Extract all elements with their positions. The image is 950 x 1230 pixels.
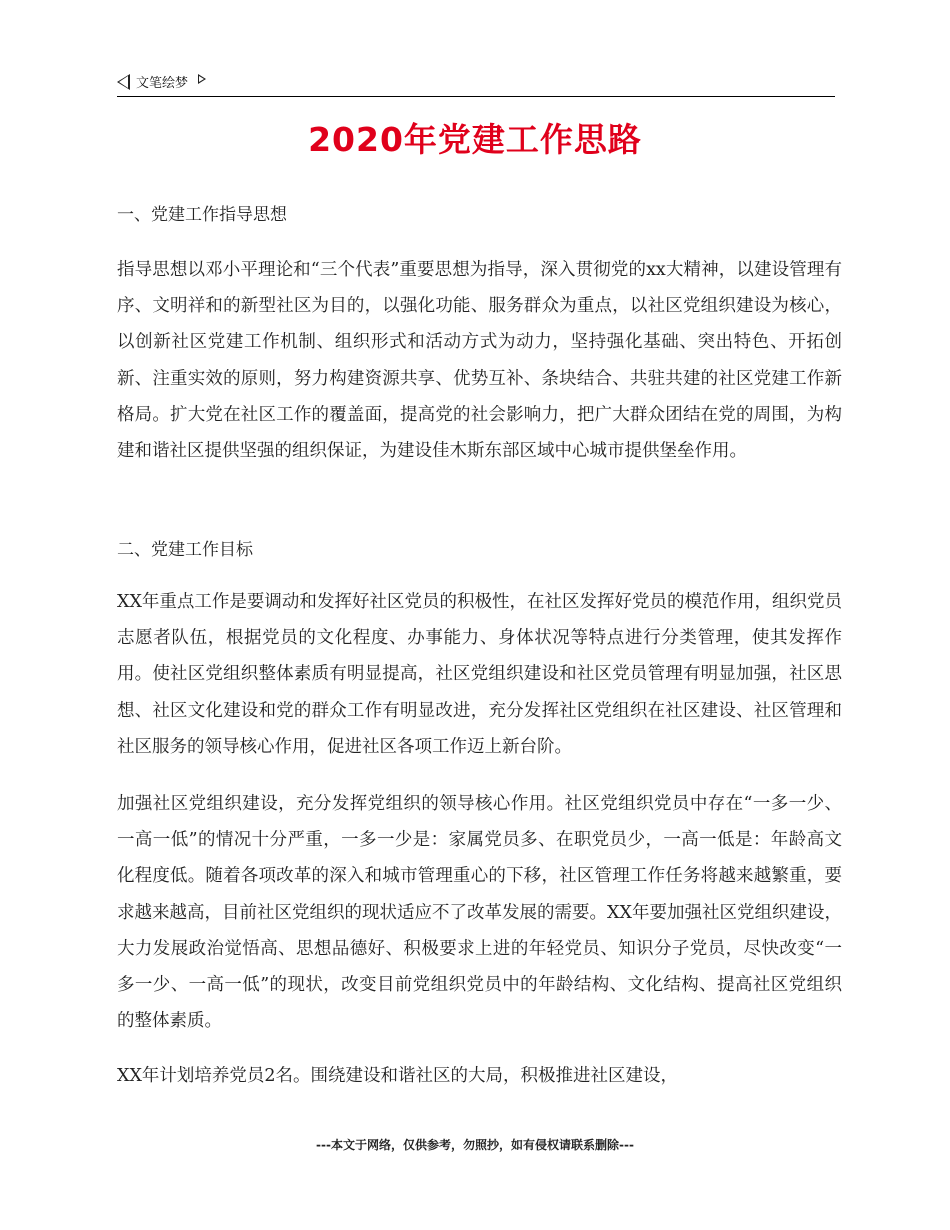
page-header [117,70,835,97]
section-heading-2: 二、党建工作目标 [117,540,253,560]
paragraph-work-goals: XX年重点工作是要调动和发挥好社区党员的积极性，在社区发挥好党员的模范作用，组织党员志愿者队伍，根据党员的文化程度、办事能力、身体状况等特点进行分类管理，使其发挥作用。使社区党组织整体素质有明显提高，社区党组织建设和社区党员管理有明显加强，社区思想、社区文化建设和党的群众工作有明显改进，充分发挥社区党组织在社区建设、社区管理和社区服务的领导核心作用，促进社区各项工作迈上新台阶。 [117,592,842,757]
paragraph-party-organization: 加强社区党组织建设，充分发挥党组织的领导核心作用。社区党组织党员中存在“一多一少、一高一低”的情况十分严重，一多一少是：家属党员多、在职党员少，一高一低是：年龄高文化程度低。随着各项改革的深入和城市管理重心的下移，社区管理工作任务将越来越繁重，要求越来越高，目前社区党组织的现状适应不了改革发展的需要。XX年要加强社区党组织建设，大力发展政治觉悟高、思想品德好、积极要求上进的年轻党员、知识分子党员，尽快改变“一多一少、一高一低”的现状，改变目前党组织党员中的年龄结构、文化结构、提高社区党组织的整体素质。 [117,794,842,1032]
paragraph-training-plan: XX年计划培养党员2名。围绕建设和谐社区的大局，积极推进社区建设， [117,1066,679,1086]
document-title: 2020年党建工作思路 [308,120,642,159]
brand [117,72,206,91]
triangle-right-icon [198,74,206,84]
triangle-left-icon [117,74,130,90]
section-heading-1: 一、党建工作指导思想 [117,205,287,225]
footer-disclaimer: ---本文于网络，仅供参考，勿照抄，如有侵权请联系删除--- [316,1138,634,1152]
paragraph-guiding-ideology: 指导思想以邓小平理论和“三个代表”重要思想为指导，深入贯彻党的xx大精神，以建设管理有序、文明祥和的新型社区为目的，以强化功能、服务群众为重点，以社区党组织建设为核心，以创新社区党建工作机制、组织形式和活动方式为动力，坚持强化基础、突出特色、开拓创新、注重实效的原则，努力构建资源共享、优势互补、条块结合、共驻共建的社区党建工作新格局。扩大党在社区工作的覆盖面，提高党的社会影响力，把广大群众团结在党的周围，为构建和谐社区提供坚强的组织保证，为建设佳木斯东部区域中心城市提供堡垒作用。 [117,260,842,462]
brand-name: 文笔绘梦 [136,76,189,91]
